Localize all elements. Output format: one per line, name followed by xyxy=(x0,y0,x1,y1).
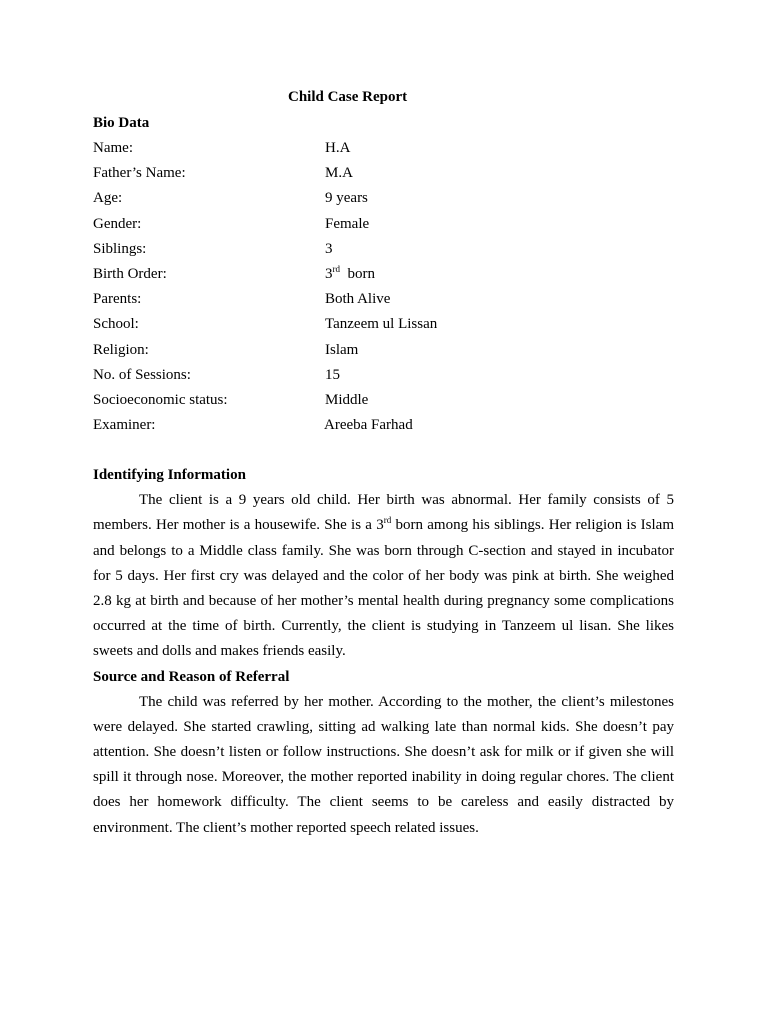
bio-row-age xyxy=(93,186,674,211)
bio-label: Examiner: xyxy=(93,417,156,434)
ordinal-suffix: rd xyxy=(383,515,392,526)
bio-value: Tanzeem ul Lissan xyxy=(325,316,438,333)
bio-value: Middle xyxy=(325,391,369,408)
bio-row-school xyxy=(93,312,674,337)
bio-row-gender xyxy=(93,212,674,237)
bio-data-heading: Bio Data xyxy=(93,115,150,131)
bio-value: Islam xyxy=(325,341,359,358)
bio-value: Female xyxy=(325,215,370,232)
bio-label: Parents: xyxy=(93,291,142,308)
bio-value: M.A xyxy=(325,165,353,182)
bio-row-examiner xyxy=(93,413,674,438)
spacer xyxy=(93,438,674,463)
bio-row-birth-order xyxy=(93,262,674,287)
bio-value xyxy=(325,262,674,287)
paragraph-text: born among his siblings. Her religion is Islam and belongs to a Middle class family. She was born through C-section and stayed in incubator for 5 days. Her first cry was delayed and the color of her body was pink at birth. She weighed 2.8 kg at birth and because of her mother’s mental health during pregnancy some complications occurred at the time of birth. Currently, the client is studying in Tanzeem ul lisan. She likes sweets and dolls and makes friends easily. xyxy=(93,517,674,660)
bio-label: Religion: xyxy=(93,341,149,358)
bio-data-table xyxy=(93,136,674,438)
bio-row-parents xyxy=(93,287,674,312)
bio-row-socioeconomic-status xyxy=(93,388,674,413)
document-content xyxy=(93,86,674,841)
bio-row-fathers-name xyxy=(93,161,674,186)
bio-row-sessions xyxy=(93,363,674,388)
bio-value: Areeba Farhad xyxy=(324,417,413,434)
birth-order-number: 3 xyxy=(325,265,333,282)
bio-label: Age: xyxy=(93,190,123,207)
paragraph-text: The client is a 9 years old child. Her birth was abnormal. Her family consists of 5 members. Her mother is a housewife. She is a 3 xyxy=(93,492,674,534)
bio-label: Socioeconomic status: xyxy=(93,391,228,408)
bio-label: Siblings: xyxy=(93,240,147,257)
bio-row-name xyxy=(93,136,674,161)
ordinal-suffix: rd xyxy=(332,263,340,274)
bio-label: Father’s Name: xyxy=(93,165,186,182)
referral-heading: Source and Reason of Referral xyxy=(93,668,290,685)
bio-value: H.A xyxy=(325,140,351,156)
bio-label: School: xyxy=(93,316,139,333)
bio-label: No. of Sessions: xyxy=(93,366,191,383)
bio-row-siblings xyxy=(93,237,674,262)
identifying-information-heading: Identifying Information xyxy=(93,467,246,484)
bio-value: 3 xyxy=(325,240,333,257)
bio-value: 15 xyxy=(325,366,340,383)
birth-order-word: born xyxy=(340,265,375,282)
bio-label: Birth Order: xyxy=(93,265,167,282)
bio-label: Gender: xyxy=(93,215,142,232)
bio-value: 9 years xyxy=(325,190,368,207)
bio-row-religion xyxy=(93,338,674,363)
identifying-information-paragraph xyxy=(93,488,674,664)
bio-label: Name: xyxy=(93,140,133,156)
bio-value: Both Alive xyxy=(325,291,391,308)
referral-paragraph: The child was referred by her mother. According to the mother, the client’s milestones were delayed. She started crawling, sitting ad walking late than normal kids. She doesn’t pay attention. She doesn’t listen or follow instructions. She doesn’t ask for milk or if given she will spill it through nose. Moreover, the mother reported inability in doing regular chores. The client does her homework difficulty. The client seems to be careless and easily distracted by environment. The client’s mother reported speech related issues. xyxy=(93,693,674,836)
report-title: Child Case Report xyxy=(288,89,408,105)
